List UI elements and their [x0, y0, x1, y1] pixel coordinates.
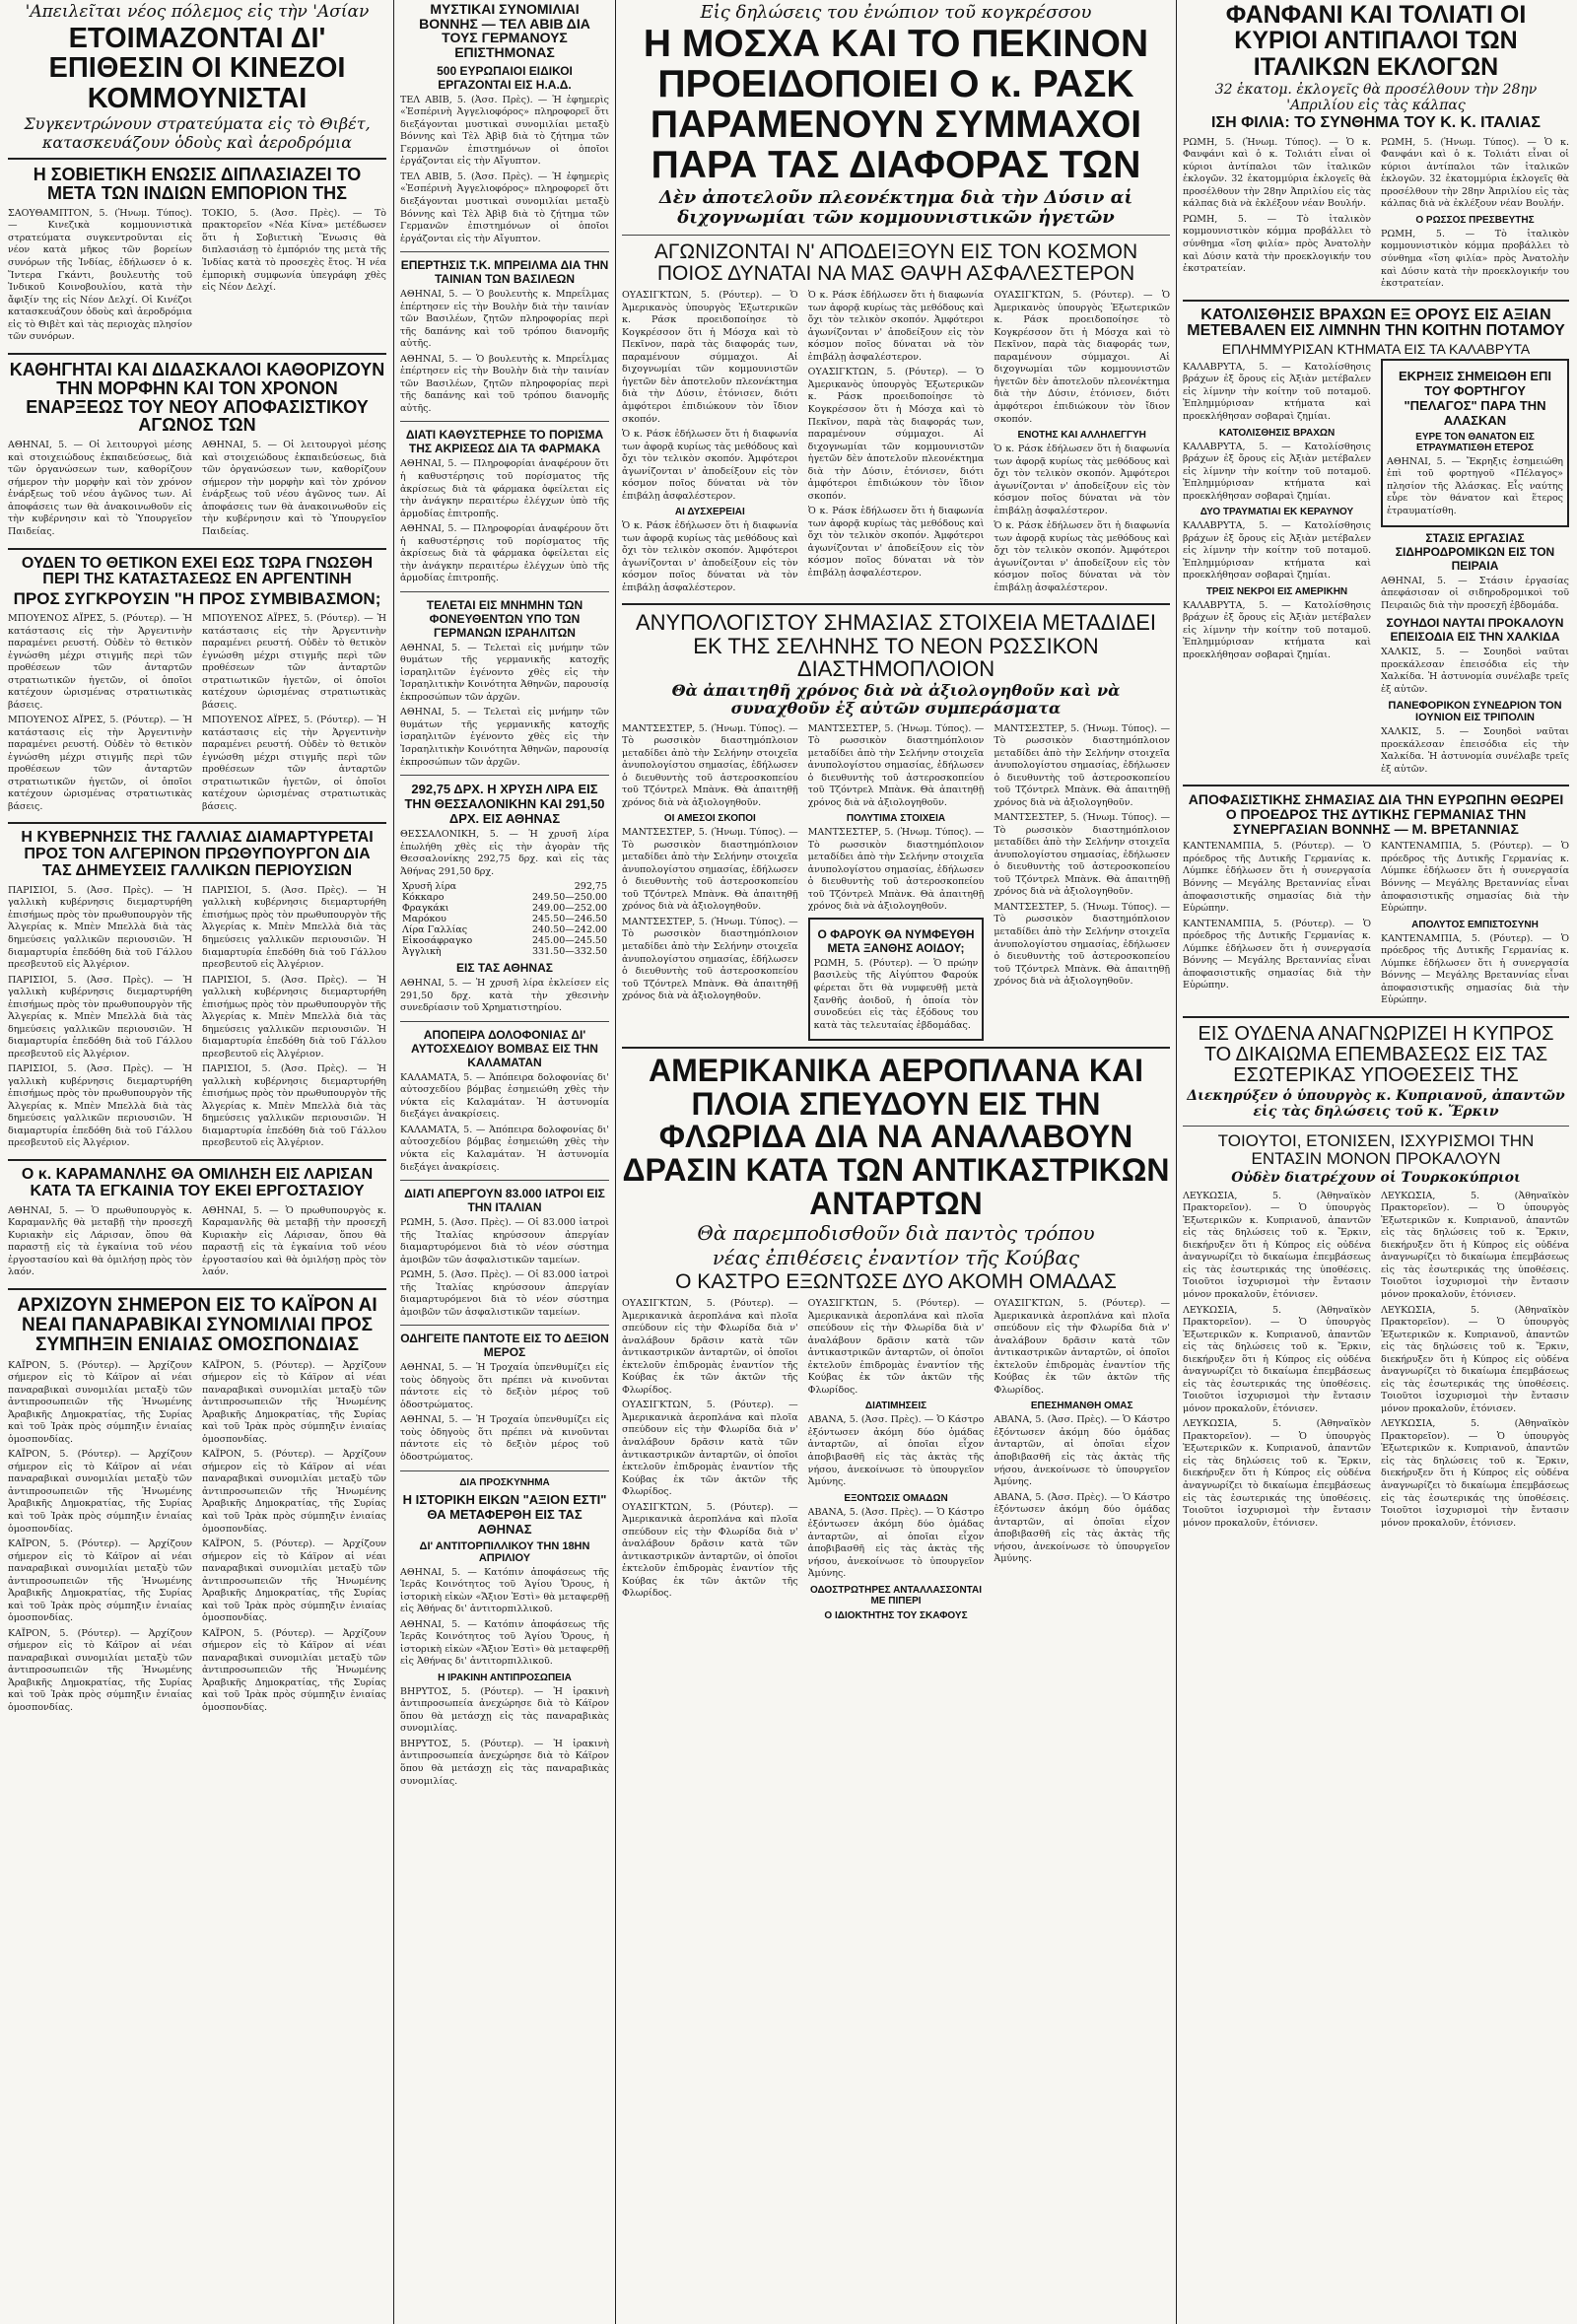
article-text: ΚΑΪΡΟΝ, 5. (Ρόυτερ). — Ἀρχίζουν σήμερον εἰς τὸ Κάϊρον αἱ νέαι παναραβικαὶ συνομιλίαι μεταξὺ τῶν ἀντιπροσωπειῶν τῆς Ἡνωμένης Ἀραβικῆς Δημοκρατίας, τῆς Συρίας καὶ τοῦ Ἰρὰκ πρὸς σύμπηξιν ἑνιαίας ὁμοσπονδίας. — [202, 1359, 386, 1445]
headline: ΦΑΝΦΑΝΙ ΚΑΙ ΤΟΛΙΑΤΙ ΟΙ ΚΥΡΙΟΙ ΑΝΤΙΠΑΛΟΙ ΤΩΝ ΙΤΑΛΙΚΩΝ ΕΚΛΟΓΩΝ — [1225, 1, 1527, 81]
section-label: ΕΞΟΝΤΩΣΙΣ ΟΜΑΔΩΝ — [844, 1492, 948, 1504]
headline: Ο ΚΑΣΤΡΟ ΕΞΩΝΤΩΣΕ ΔΥΟ ΑΚΟΜΗ ΟΜΑΔΑΣ — [675, 1270, 1117, 1294]
subheadline: Διεκηρύξεν ὁ ὑπουργὸς κ. Κυπριανοῦ, ἀπαντῶν εἰς τὰς δηλώσεις τοῦ κ. Ἔρκιν — [1187, 1087, 1565, 1120]
headline: ΕΤΟΙΜΑΖΟΝΤΑΙ ΔΙ' ΕΠΙΘΕΣΙΝ ΟΙ ΚΙΝΕΖΟΙ ΚΟΜΜΟΥΝΙΣΤΑΙ — [48, 23, 346, 114]
subheadline: 500 ΕΥΡΩΠΑΙΟΙ ΕΙΔΙΚΟΙ ΕΡΓΑΖΟΝΤΑΙ ΕΙΣ Η.Α.Δ. — [437, 63, 573, 92]
headline: ΑΜΕΡΙΚΑΝΙΚΑ ΑΕΡΟΠΛΑΝΑ ΚΑΙ ΠΛΟΙΑ ΣΠΕΥΔΟΥΝ ΕΙΣ ΤΗΝ ΦΛΩΡΙΔΑ ΔΙΑ ΝΑ ΑΝΑΛΑΒΟΥΝ ΔΡΑΣΙΝ ΚΑΤΑ ΤΩΝ ΑΝΤΙΚΑΣΤΡΙΚΩΝ ΑΝΤΑΡΤΩΝ — [622, 1053, 1170, 1221]
kicker: Εἰς δηλώσεις του ἐνώπιον τοῦ κογκρέσσου — [700, 2, 1092, 23]
article-text: ΜΑΝΤΣΕΣΤΕΡ, 5. (Ἠνωμ. Τύπος). — Τὸ ρωσσικὸν διαστημόπλοιον μεταδίδει ἀπὸ τὴν Σελήνην στοιχεῖα ἀνυπολογίστου σημασίας, ἐδήλωσεν ὁ διευθυντὴς τοῦ ἀστεροσκοπείου τοῦ Τζόντρελ Μπὰνκ. Θὰ ἀπαιτηθῇ χρόνος διὰ νὰ ἀξιολογηθοῦν. — [994, 812, 1170, 898]
article-text: ΛΕΥΚΩΣΙΑ, 5. (Ἀθηναϊκὸν Πρακτορεῖον). — Ὁ ὑπουργὸς Ἐξωτερικῶν κ. Κυπριανοῦ, ἀπαντῶν εἰς τὰς δηλώσεις τοῦ κ. Ἔρκιν, διεκήρυξεν ὅτι ἡ Κύπρος εἰς οὐδένα ἀναγνωρίζει τὸ δικαίωμα ἐπεμβάσεως εἰς τὰς ἐσωτερικάς της ὑποθέσεις. Τοιοῦτοι ἰσχυρισμοὶ τὴν ἔντασιν μόνον προκαλοῦν, ἐτόνισεν. — [1183, 1304, 1371, 1414]
article-text: ΟΥΑΣΙΓΚΤΩΝ, 5. (Ρόυτερ). — Ἀμερικανικὰ ἀεροπλάνα καὶ πλοῖα σπεύδουν εἰς τὴν Φλωρίδα διὰ ν' ἀναλάβουν δρᾶσιν κατὰ τῶν ἀντικαστρικῶν ἀνταρτῶν, οἱ ὁποῖοι ἐκτελοῦν ἐπιδρομὰς ἐναντίον τῆς Κούβας ἐκ τῶν ἀκτῶν τῆς Φλωρίδος. — [622, 1501, 798, 1600]
price-label: Ἀγγλικὴ — [402, 946, 442, 958]
article-text: ΟΥΑΣΙΓΚΤΩΝ, 5. (Ρόυτερ). — Ὁ Ἀμερικανὸς ὑπουργὸς Ἐξωτερικῶν κ. Ράσκ προειδοποίησε τὸ Κογκρέσσον ὅτι ἡ Μόσχα καὶ τὸ Πεκῖνον, παρὰ τὰς διαφοράς των, παραμένουν σύμμαχοι. Αἱ διχογνωμίαι τῶν κομμουνιστῶν ἡγετῶν δὲν ἀποτελοῦν πλεονέκτημα διὰ τὴν Δύσιν, ἐτόνισεν, διότι ἀμφότεροι ἐπιδιώκουν τὸν ἴδιον σκοπόν. — [994, 290, 1170, 425]
article-text: ΡΩΜΗ, 5. — Τὸ ἰταλικὸν κομμουνιστικὸν κόμμα προβάλλει τὸ σύνθημα «ἴση φιλία» πρὸς Ἀνατολὴν καὶ Δύσιν κατὰ τὴν προεκλογικήν του ἐκστρατείαν. — [1381, 228, 1569, 290]
headline: Η ΙΡΑΚΙΝΗ ΑΝΤΙΠΡΟΣΩΠΕΙΑ — [438, 1672, 572, 1683]
headline: ΑΝΥΠΟΛΟΓΙΣΤΟΥ ΣΗΜΑΣΙΑΣ ΣΤΟΙΧΕΙΑ ΜΕΤΑΔΙΔΕΙ ΕΚ ΤΗΣ ΣΕΛΗΝΗΣ ΤΟ ΝΕΟΝ ΡΩΣΣΙΚΟΝ ΔΙΑΣΤΗΜΟΠΛΟΙΟΝ — [635, 610, 1157, 681]
price-label: Μαρόκου — [402, 914, 446, 925]
article-text: ΑΘΗΝΑΙ, 5. — Πληροφορίαι ἀναφέρουν ὅτι ἡ καθυστέρησις τοῦ πορίσματος τῆς ἀκρίσεως διὰ τὰ φάρμακα ὀφείλεται εἰς τὴν ἀνάγκην περαιτέρω ἐλέγχων ὑπὸ τῆς ἁρμοδίας ἐπιτροπῆς. — [400, 458, 609, 519]
subheadline: 32 ἑκατομ. ἐκλογεῖς θὰ προσέλθουν τὴν 28ην 'Απριλίου εἰς τὰς κάλπας — [1214, 81, 1538, 113]
headline: ΕΚΡΗΞΙΣ ΣΗΜΕΙΩΘΗ ΕΠΙ ΤΟΥ ΦΟΡΤΗΓΟΥ "ΠΕΛΑΓΟΣ" ΠΑΡΑ ΤΗΝ ΑΛΑΣΚΑΝ — [1398, 368, 1552, 428]
price-label: Κόκκαρο — [402, 892, 445, 904]
article-text: ΧΑΛΚΙΣ, 5. — Σουηδοὶ ναῦται προεκάλεσαν ἐπεισόδια εἰς τὴν Χαλκίδα. Ἡ ἀστυνομία συνέλαβε τρεῖς ἐξ αὐτῶν. — [1381, 726, 1569, 775]
article-text: ΑΘΗΝΑΙ, 5. — Στάσιν ἐργασίας ἀπεφάσισαν οἱ σιδηροδρομικοὶ τοῦ Πειραιῶς διὰ τὴν προσεχῆ ἑβδομάδα. — [1381, 575, 1569, 611]
article-text: ΚΑΪΡΟΝ, 5. (Ρόυτερ). — Ἀρχίζουν σήμερον εἰς τὸ Κάϊρον αἱ νέαι παναραβικαὶ συνομιλίαι μεταξὺ τῶν ἀντιπροσωπειῶν τῆς Ἡνωμένης Ἀραβικῆς Δημοκρατίας, τῆς Συρίας καὶ τοῦ Ἰρὰκ πρὸς σύμπηξιν ἑνιαίας ὁμοσπονδίας. — [8, 1538, 192, 1624]
article-text: ΡΩΜΗ, 5. (Ἀσσ. Πρὲς). — Οἱ 83.000 ἰατροὶ τῆς Ἰταλίας κηρύσσουν ἀπεργίαν διαμαρτυρόμενοι διὰ τὸ νέον σύστημα ἀμοιβῶν τῶν ἀσφαλιστικῶν ταμείων. — [400, 1269, 609, 1318]
article-text: ΒΗΡΥΤΟΣ, 5. (Ρόυτερ). — Ἡ ἰρακινὴ ἀντιπροσωπεία ἀνεχώρησε διὰ τὸ Κάϊρον ὅπου θὰ μετάσχῃ εἰς τὰς παναραβικὰς συνομιλίας. — [400, 1685, 609, 1735]
article-text: ΑΘΗΝΑΙ, 5. — Οἱ λειτουργοὶ μέσης καὶ στοιχειώδους ἐκπαιδεύσεως, διὰ τῶν ὀργανώσεων των, καθορίζουν σήμερον τὴν μορφὴν καὶ τὸν χρόνον ἐνάρξεως τοῦ νέου ἀγῶνος των. Αἱ ἀποφάσεις των θὰ ἀνακοινωθοῦν εἰς τὴν κυβέρνησιν καὶ τὸ Ὑπουργεῖον Παιδείας. — [202, 440, 386, 537]
article-text: ΧΑΛΚΙΣ, 5. — Σουηδοὶ ναῦται προεκάλεσαν ἐπεισόδια εἰς τὴν Χαλκίδα. Ἡ ἀστυνομία συνέλαβε τρεῖς ἐξ αὐτῶν. — [1381, 647, 1569, 695]
article-text: ΟΥΑΣΙΓΚΤΩΝ, 5. (Ρόυτερ). — Ὁ Ἀμερικανὸς ὑπουργὸς Ἐξωτερικῶν κ. Ράσκ προειδοποίησε τὸ Κογκρέσσον ὅτι ἡ Μόσχα καὶ τὸ Πεκῖνον, παρὰ τὰς διαφοράς των, παραμένουν σύμμαχοι. Αἱ διχογνωμίαι τῶν κομμουνιστῶν ἡγετῶν δὲν ἀποτελοῦν πλεονέκτημα διὰ τὴν Δύσιν, ἐτόνισεν, διότι ἀμφότεροι ἐπιδιώκουν τὸν ἴδιον σκοπόν. — [622, 290, 798, 425]
headline: ΔΙΑΤΙ ΚΑΘΥΣΤΕΡΗΣΕ ΤΟ ΠΟΡΙΣΜΑ ΤΗΣ ΑΚΡΙΣΕΩΣ ΔΙΑ ΤΑ ΦΑΡΜΑΚΑ — [405, 428, 604, 456]
price-value: 331.50—332.50 — [532, 946, 607, 958]
article-text: ΑΘΗΝΑΙ, 5. — Πληροφορίαι ἀναφέρουν ὅτι ἡ καθυστέρησις τοῦ πορίσματος τῆς ἀκρίσεως διὰ τὰ φάρμακα ὀφείλεται εἰς τὴν ἀνάγκην περαιτέρω ἐλέγχων ὑπὸ τῆς ἁρμοδίας ἐπιτροπῆς. — [400, 523, 609, 584]
price-row — [400, 935, 609, 946]
headline: ΑΓΩΝΙΖΟΝΤΑΙ Ν' ΑΠΟΔΕΙΞΟΥΝ ΕΙΣ ΤΟΝ ΚΟΣΜΟΝ ΠΟΙΟΣ ΔΥΝΑΤΑΙ ΝΑ ΜΑΣ ΘΑΨΗ ΑΣΦΑΛΕΣΤΕΡΟΝ — [653, 240, 1138, 286]
price-value: 240.50—242.00 — [532, 924, 607, 936]
article-text: ΡΩΜΗ, 5. (Ρόυτερ). — Ὁ πρώην βασιλεὺς τῆς Αἰγύπτου Φαρούκ φέρεται ὅτι θὰ νυμφευθῇ μετὰ ξανθῆς ἀοιδοῦ, ἡ ὁποία τὸν συνοδεύει εἰς τὰς ἐξόδους του κατὰ τὰς τελευταίας ἑβδομάδας. — [813, 957, 979, 1031]
price-label: Φραγκάκι — [402, 903, 449, 915]
article-text: ΤΕΛ ΑΒΙΒ, 5. (Ἀσσ. Πρὲς). — Ἡ ἐφημερὶς «Ἐσπέρινὴ Ἀγγελιοφόρος» πληροφορεῖ ὅτι διεξάγονται μυστικαὶ συνομιλίαι μεταξὺ Βόννης καὶ Τὲλ Ἀβὶβ διὰ τὸ ζήτημα τῶν Γερμανῶν ἐπιστημόνων οἱ ὁποῖοι ἐργάζονται εἰς τὴν Αἴγυπτον. — [400, 94, 609, 168]
column-2 — [400, 0, 609, 2324]
article-text: ΜΑΝΤΣΕΣΤΕΡ, 5. (Ἠνωμ. Τύπος). — Τὸ ρωσσικὸν διαστημόπλοιον μεταδίδει ἀπὸ τὴν Σελήνην στοιχεῖα ἀνυπολογίστου σημασίας, ἐδήλωσεν ὁ διευθυντὴς τοῦ ἀστεροσκοπείου τοῦ Τζόντρελ Μπὰνκ. Θὰ ἀπαιτηθῇ χρόνος διὰ νὰ ἀξιολογηθοῦν. — [622, 722, 798, 808]
subheadline: ΕΥΡΕ ΤΟΝ ΘΑΝΑΤΟΝ ΕΙΣ ΕΤΡΑΥΜΑΤΙΣΘΗ ΕΤΕΡΟΣ — [1415, 431, 1535, 453]
headline: ΚΑΤΟΛΙΣΘΗΣΙΣ ΒΡΑΧΩΝ ΕΞ ΟΡΟΥΣ ΕΙΣ ΑΞΙΑΝ ΜΕΤΕΒΑΛΕΝ ΕΙΣ ΛΙΜΝΗΝ ΤΗΝ ΚΟΙΤΗΝ ΠΟΤΑΜΟΥ — [1187, 306, 1565, 340]
article-text: ΚΑΪΡΟΝ, 5. (Ρόυτερ). — Ἀρχίζουν σήμερον εἰς τὸ Κάϊρον αἱ νέαι παναραβικαὶ συνομιλίαι μεταξὺ τῶν ἀντιπροσωπειῶν τῆς Ἡνωμένης Ἀραβικῆς Δημοκρατίας, τῆς Συρίας καὶ τοῦ Ἰρὰκ πρὸς σύμπηξιν ἑνιαίας ὁμοσπονδίας. — [202, 1449, 386, 1535]
article-text: ΤΕΛ ΑΒΙΒ, 5. (Ἀσσ. Πρὲς). — Ἡ ἐφημερὶς «Ἐσπέρινὴ Ἀγγελιοφόρος» πληροφορεῖ ὅτι διεξάγονται μυστικαὶ συνομιλίαι μεταξὺ Βόννης καὶ Τὲλ Ἀβὶβ διὰ τὸ ζήτημα τῶν Γερμανῶν ἐπιστημόνων οἱ ὁποῖοι ἐργάζονται εἰς τὴν Αἴγυπτον. — [400, 171, 609, 244]
article-text: ΑΘΗΝΑΙ, 5. — Ὁ βουλευτὴς κ. Μπρεΐλμας ἐπέρτησεν εἰς τὴν Βουλὴν διὰ τὴν ταινίαν τῶν Βασιλέων, ζητῶν πληροφορίας περὶ τῆς δαπάνης καὶ τοῦ τρόπου διανομῆς αὐτῆς. — [400, 353, 609, 414]
subheadline: ΕΠΛΗΜΜΥΡΙΣΑΝ ΚΤΗΜΑΤΑ ΕΙΣ ΤΑ ΚΑΛΑΒΡΥΤΑ — [1221, 341, 1531, 358]
article-text: ΛΕΥΚΩΣΙΑ, 5. (Ἀθηναϊκὸν Πρακτορεῖον). — Ὁ ὑπουργὸς Ἐξωτερικῶν κ. Κυπριανοῦ, ἀπαντῶν εἰς τὰς δηλώσεις τοῦ κ. Ἔρκιν, διεκήρυξεν ὅτι ἡ Κύπρος εἰς οὐδένα ἀναγνωρίζει τὸ δικαίωμα ἐπεμβάσεως εἰς τὰς ἐσωτερικάς της ὑποθέσεις. Τοιοῦτοι ἰσχυρισμοὶ τὴν ἔντασιν μόνον προκαλοῦν, ἐτόνισεν. — [1381, 1190, 1569, 1301]
article-text: ΑΘΗΝΑΙ, 5. — Ὁ βουλευτὴς κ. Μπρεΐλμας ἐπέρτησεν εἰς τὴν Βουλὴν διὰ τὴν ταινίαν τῶν Βασιλέων, ζητῶν πληροφορίας περὶ τῆς δαπάνης καὶ τοῦ τρόπου διανομῆς αὐτῆς. — [400, 289, 609, 350]
headline: ΑΠΟΦΑΣΙΣΤΙΚΗΣ ΣΗΜΑΣΙΑΣ ΔΙΑ ΤΗΝ ΕΥΡΩΠΗΝ ΘΕΩΡΕΙ Ο ΠΡΟΕΔΡΟΣ ΤΗΣ ΔΥΤΙΚΗΣ ΓΕΡΜΑΝΙΑΣ ΤΗΝ ΣΥΝΕΡΓΑΣΙΑΝ ΒΟΝΝΗΣ — Μ. ΒΡΕΤΑΝΝΙΑΣ — [1188, 791, 1564, 837]
article-text: ΜΑΝΤΣΕΣΤΕΡ, 5. (Ἠνωμ. Τύπος). — Τὸ ρωσσικὸν διαστημόπλοιον μεταδίδει ἀπὸ τὴν Σελήνην στοιχεῖα ἀνυπολογίστου σημασίας, ἐδήλωσεν ὁ διευθυντὴς τοῦ ἀστεροσκοπείου τοῦ Τζόντρελ Μπὰνκ. Θὰ ἀπαιτηθῇ χρόνος διὰ νὰ ἀξιολογηθοῦν. — [622, 827, 798, 913]
price-value: 249.50—250.00 — [532, 892, 607, 904]
article-text: Ὁ κ. Ράσκ ἐδήλωσεν ὅτι ἡ διαφωνία των ἀφορᾷ κυρίως τὰς μεθόδους καὶ ὄχι τὸν τελικὸν σκοπόν. Ἀμφότεροι ἀγωνίζονται ν' ἀποδείξουν εἰς τὸν κόσμον ποῖος δύναται νὰ τὸν ἐπιβάλῃ ἀσφαλέστερον. — [622, 520, 798, 593]
section-label: ΑΠΟΛΥΤΟΣ ΕΜΠΙΣΤΟΣΥΝΗ — [1411, 919, 1539, 930]
price-value: 245.00—245.50 — [532, 935, 607, 947]
headline: ΠΡΟΣ ΣΥΓΚΡΟΥΣΙΝ "Η ΠΡΟΣ ΣΥΜΒΙΒΑΣΜΟΝ; — [13, 589, 381, 609]
article-text: ΑΘΗΝΑΙ, 5. — Ἡ Τροχαία ὑπενθυμίζει εἰς τοὺς ὁδηγοὺς ὅτι πρέπει νὰ κινοῦνται πάντοτε εἰς τὸ δεξιὸν μέρος τοῦ ὁδοστρώματος. — [400, 1414, 609, 1463]
section-label: ΕΠΕΣΗΜΑΝΘΗ ΟΜΑΣ — [1030, 1401, 1133, 1412]
article-text: ΜΑΝΤΣΕΣΤΕΡ, 5. (Ἠνωμ. Τύπος). — Τὸ ρωσσικὸν διαστημόπλοιον μεταδίδει ἀπὸ τὴν Σελήνην στοιχεῖα ἀνυπολογίστου σημασίας, ἐδήλωσεν ὁ διευθυντὴς τοῦ ἀστεροσκοπείου τοῦ Τζόντρελ Μπὰνκ. Θὰ ἀπαιτηθῇ χρόνος διὰ νὰ ἀξιολογηθοῦν. — [994, 901, 1170, 988]
article-text: ΣΑΟΥΘΑΜΠΤΟΝ, 5. (Ἠνωμ. Τύπος). — Κινεζικὰ κομμουνιστικὰ στρατεύματα συγκεντροῦνται εἰς νέον κατὰ μῆκος τῶν βορείων συνόρων τῆς Ἰνδίας, ἐδήλωσεν ὁ κ. Ἴντερα Γκάντι, βουλευτὴς τοῦ Ἰνδικοῦ Κοινοβουλίου, κατὰ τὴν ἄφιξίν της εἰς Νέον Δελχί. Οἱ Κινέζοι κατασκευάζουν ὁδοὺς καὶ ἀεροδρόμια εἰς τὸ Θιβὲτ καὶ τὰς περιοχὰς πλησίον τῶν συνόρων. — [8, 207, 192, 343]
article-text: ΑΘΗΝΑΙ, 5. — Ὁ πρωθυπουργὸς κ. Καραμανλῆς θὰ μεταβῇ τὴν προσεχῆ Κυριακὴν εἰς Λάρισαν, ὅπου θὰ παραστῇ εἰς τὰ ἐγκαίνια τοῦ νέου ἐργοστασίου καὶ θὰ ὁμιλήσῃ πρὸς τὸν λαόν. — [202, 1204, 386, 1278]
article-text: ΡΩΜΗ, 5. (Ἠνωμ. Τύπος). — Ὁ κ. Φανφάνι καὶ ὁ κ. Τολιάτι εἶναι οἱ κύριοι ἀντίπαλοι τῶν ἰταλικῶν ἐκλογῶν. 32 ἑκατομμύρια ἐκλογεῖς θὰ προσέλθουν τὴν 28ην Ἀπριλίου εἰς τὰς κάλπας διὰ νὰ ἐκλέξουν νέαν Βουλήν. — [1381, 136, 1569, 210]
article-text: ΡΩΜΗ, 5. — Τὸ ἰταλικὸν κομμουνιστικὸν κόμμα προβάλλει τὸ σύνθημα «ἴση φιλία» πρὸς Ἀνατολὴν καὶ Δύσιν κατὰ τὴν προεκλογικήν του ἐκστρατείαν. — [1183, 213, 1371, 275]
article-text: ΑΒΑΝΑ, 5. (Ἀσσ. Πρὲς). — Ὁ Κάστρο ἐξόντωσεν ἀκόμη δύο ὁμάδας ἀνταρτῶν, αἱ ὁποῖαι εἶχον ἀποβιβασθῆ εἰς τὰς ἀκτὰς τῆς νήσου, ἀνεκοίνωσε τὸ ὑπουργεῖον Ἀμύνης. — [807, 1506, 985, 1580]
headline: ΔΙ' ΑΝΤΙΤΟΡΠΙΛΛΙΚΟΥ ΤΗΝ 18ΗΝ ΑΠΡΙΛΙΟΥ — [419, 1539, 590, 1564]
article-text: ΟΥΑΣΙΓΚΤΩΝ, 5. (Ρόυτερ). — Ἀμερικανικὰ ἀεροπλάνα καὶ πλοῖα σπεύδουν εἰς τὴν Φλωρίδα διὰ ν' ἀναλάβουν δρᾶσιν κατὰ τῶν ἀντικαστρικῶν ἀνταρτῶν, οἱ ὁποῖοι ἐκτελοῦν ἐπιδρομὰς ἐναντίον τῆς Κούβας ἐκ τῶν ἀκτῶν τῆς Φλωρίδος. — [994, 1298, 1170, 1396]
headline: Ο κ. ΚΑΡΑΜΑΝΛΗΣ ΘΑ ΟΜΙΛΗΣΗ ΕΙΣ ΛΑΡΙΣΑΝ ΚΑΤΑ ΤΑ ΕΓΚΑΙΝΙΑ ΤΟΥ ΕΚΕΙ ΕΡΓΟΣΤΑΣΙΟΥ — [21, 1166, 374, 1199]
kicker: 'Απειλεῖται νέος πόλεμος εἰς τὴν 'Ασίαν — [25, 2, 370, 22]
column-4 — [1183, 0, 1569, 2324]
headline: ΜΥΣΤΙΚΑΙ ΣΥΝΟΜΙΛΙΑΙ ΒΟΝΝΗΣ — ΤΕΛ ΑΒΙΒ ΔΙΑ ΤΟΥΣ ΓΕΡΜΑΝΟΥΣ ΕΠΙΣΤΗΜΟΝΑΣ — [419, 1, 590, 61]
section-label: ΑΙ ΔΥΣΧΕΡΕΙΑΙ — [674, 507, 745, 518]
article-text: ΑΘΗΝΑΙ, 5. — Ὁ πρωθυπουργὸς κ. Καραμανλῆς θὰ μεταβῇ τὴν προσεχῆ Κυριακὴν εἰς Λάρισαν, ὅπου θὰ παραστῇ εἰς τὰ ἐγκαίνια τοῦ νέου ἐργοστασίου καὶ θὰ ὁμιλήσῃ πρὸς τὸν λαόν. — [8, 1204, 192, 1278]
subheadline: Θὰ ἀπαιτηθῆ χρόνος διὰ νὰ ἀξιολογηθοῦν καὶ νὰ συναχθοῦν ἐξ αὐτῶν συμπεράσματα — [671, 680, 1121, 718]
article-text: ΜΑΝΤΣΕΣΤΕΡ, 5. (Ἠνωμ. Τύπος). — Τὸ ρωσσικὸν διαστημόπλοιον μεταδίδει ἀπὸ τὴν Σελήνην στοιχεῖα ἀνυπολογίστου σημασίας, ἐδήλωσεν ὁ διευθυντὴς τοῦ ἀστεροσκοπείου τοῦ Τζόντρελ Μπὰνκ. Θὰ ἀπαιτηθῇ χρόνος διὰ νὰ ἀξιολογηθοῦν. — [807, 827, 985, 913]
article-text: ΚΑΪΡΟΝ, 5. (Ρόυτερ). — Ἀρχίζουν σήμερον εἰς τὸ Κάϊρον αἱ νέαι παναραβικαὶ συνομιλίαι μεταξὺ τῶν ἀντιπροσωπειῶν τῆς Ἡνωμένης Ἀραβικῆς Δημοκρατίας, τῆς Συρίας καὶ τοῦ Ἰρὰκ πρὸς σύμπηξιν ἑνιαίας ὁμοσπονδίας. — [202, 1627, 386, 1713]
headline: Ο ΦΑΡΟΥΚ ΘΑ ΝΥΜΦΕΥΘΗ ΜΕΤΑ ΞΑΝΘΗΣ ΑΟΙΔΟΥ; — [817, 926, 975, 955]
price-row — [400, 924, 609, 935]
article-text: Ὁ κ. Ράσκ ἐδήλωσεν ὅτι ἡ διαφωνία των ἀφορᾷ κυρίως τὰς μεθόδους καὶ ὄχι τὸν τελικὸν σκοπόν. Ἀμφότεροι ἀγωνίζονται ν' ἀποδείξουν εἰς τὸν κόσμον ποῖος δύναται νὰ τὸν ἐπιβάλῃ ἀσφαλέστερον. — [807, 290, 985, 363]
section-label: ΟΙ ΑΜΕΣΟΙ ΣΚΟΠΟΙ — [663, 813, 756, 825]
section-label: ΚΑΤΟΛΙΣΘΗΣΙΣ ΒΡΑΧΩΝ — [1218, 427, 1336, 439]
headline: ΕΙΣ ΟΥΔΕΝΑ ΑΝΑΓΝΩΡΙΖΕΙ Η ΚΥΠΡΟΣ ΤΟ ΔΙΚΑΙΩΜΑ ΕΠΕΜΒΑΣΕΩΣ ΕΙΣ ΤΑΣ ΕΣΩΤΕΡΙΚΑΣ ΥΠΟΘΕΣΕΙΣ ΤΗΣ — [1198, 1022, 1554, 1086]
boxed-article — [808, 918, 985, 1041]
article-text: Ὁ κ. Ράσκ ἐδήλωσεν ὅτι ἡ διαφωνία των ἀφορᾷ κυρίως τὰς μεθόδους καὶ ὄχι τὸν τελικὸν σκοπόν. Ἀμφότεροι ἀγωνίζονται ν' ἀποδείξουν εἰς τὸν κόσμον ποῖος δύναται νὰ τὸν ἐπιβάλῃ ἀσφαλέστερον. — [994, 520, 1170, 593]
headline: ΤΟΙΟΥΤΟΙ, ΕΤΟΝΙΣΕΝ, ΙΣΧΥΡΙΣΜΟΙ ΤΗΝ ΕΝΤΑΣΙΝ ΜΟΝΟΝ ΠΡΟΚΑΛΟΥΝ — [1217, 1130, 1535, 1168]
article-text: ΑΒΑΝΑ, 5. (Ἀσσ. Πρὲς). — Ὁ Κάστρο ἐξόντωσεν ἀκόμη δύο ὁμάδας ἀνταρτῶν, αἱ ὁποῖαι εἶχον ἀποβιβασθῆ εἰς τὰς ἀκτὰς τῆς νήσου, ἀνεκοίνωσε τὸ ὑπουργεῖον Ἀμύνης. — [994, 1491, 1170, 1565]
subheadline: Δὲν ἀποτελοῦν πλεονέκτημα διὰ τὴν Δύσιν αἱ διχογνωμίαι τῶν κομμουνιστικῶν ἡγετῶν — [658, 186, 1133, 229]
article-text: ΛΕΥΚΩΣΙΑ, 5. (Ἀθηναϊκὸν Πρακτορεῖον). — Ὁ ὑπουργὸς Ἐξωτερικῶν κ. Κυπριανοῦ, ἀπαντῶν εἰς τὰς δηλώσεις τοῦ κ. Ἔρκιν, διεκήρυξεν ὅτι ἡ Κύπρος εἰς οὐδένα ἀναγνωρίζει τὸ δικαίωμα ἐπεμβάσεως εἰς τὰς ἐσωτερικάς της ὑποθέσεις. Τοιοῦτοι ἰσχυρισμοὶ τὴν ἔντασιν μόνον προκαλοῦν, ἐτόνισεν. — [1381, 1304, 1569, 1414]
article-text: ΜΑΝΤΣΕΣΤΕΡ, 5. (Ἠνωμ. Τύπος). — Τὸ ρωσσικὸν διαστημόπλοιον μεταδίδει ἀπὸ τὴν Σελήνην στοιχεῖα ἀνυπολογίστου σημασίας, ἐδήλωσεν ὁ διευθυντὴς τοῦ ἀστεροσκοπείου τοῦ Τζόντρελ Μπὰνκ. Θὰ ἀπαιτηθῇ χρόνος διὰ νὰ ἀξιολογηθοῦν. — [994, 722, 1170, 808]
headline: ΙΣΗ ΦΙΛΙΑ: ΤΟ ΣΥΝΘΗΜΑ ΤΟΥ Κ. Κ. ΙΤΑΛΙΑΣ — [1211, 113, 1541, 131]
section-label: ΔΙΑΤΙΜΗΣΕΙΣ — [864, 1401, 927, 1412]
article-text: ΛΕΥΚΩΣΙΑ, 5. (Ἀθηναϊκὸν Πρακτορεῖον). — Ὁ ὑπουργὸς Ἐξωτερικῶν κ. Κυπριανοῦ, ἀπαντῶν εἰς τὰς δηλώσεις τοῦ κ. Ἔρκιν, διεκήρυξεν ὅτι ἡ Κύπρος εἰς οὐδένα ἀναγνωρίζει τὸ δικαίωμα ἐπεμβάσεως εἰς τὰς ἐσωτερικάς της ὑποθέσεις. Τοιοῦτοι ἰσχυρισμοὶ τὴν ἔντασιν μόνον προκαλοῦν, ἐτόνισεν. — [1183, 1418, 1371, 1529]
article-text: ΟΥΑΣΙΓΚΤΩΝ, 5. (Ρόυτερ). — Ἀμερικανικὰ ἀεροπλάνα καὶ πλοῖα σπεύδουν εἰς τὴν Φλωρίδα διὰ ν' ἀναλάβουν δρᾶσιν κατὰ τῶν ἀντικαστρικῶν ἀνταρτῶν, οἱ ὁποῖοι ἐκτελοῦν ἐπιδρομὰς ἐναντίον τῆς Κούβας ἐκ τῶν ἀκτῶν τῆς Φλωρίδος. — [622, 1400, 798, 1498]
headline: Η ΙΣΤΟΡΙΚΗ ΕΙΚΩΝ "ΑΞΙΟΝ ΕΣΤΙ" ΘΑ ΜΕΤΑΦΕΡΘΗ ΕΙΣ ΤΑΣ ΑΘΗΝΑΣ — [402, 1491, 607, 1537]
article-text: ΑΘΗΝΑΙ, 5. — Οἱ λειτουργοὶ μέσης καὶ στοιχειώδους ἐκπαιδεύσεως, διὰ τῶν ὀργανώσεων των, καθορίζουν σήμερον τὴν μορφὴν καὶ τὸν χρόνον ἐνάρξεως τοῦ νέου ἀγῶνος των. Αἱ ἀποφάσεις των θὰ ἀνακοινωθοῦν εἰς τὴν κυβέρνησιν καὶ τὸ Ὑπουργεῖον Παιδείας. — [8, 440, 192, 537]
article-text: ΚΑΝΤΕΝΑΜΠΙΑ, 5. (Ρόυτερ). — Ὁ πρόεδρος τῆς Δυτικῆς Γερμανίας κ. Λύμπκε ἐδήλωσεν ὅτι ἡ συνεργασία Βόννης — Μεγάλης Βρεταννίας εἶναι ἀποφασιστικῆς σημασίας διὰ τὴν Εὐρώπην. — [1381, 932, 1569, 1006]
article-text: ΜΠΟΥΕΝΟΣ ΑΪΡΕΣ, 5. (Ρόυτερ). — Ἡ κατάστασις εἰς τὴν Ἀργεντινὴν παραμένει ρευστή. Οὐδὲν τὸ θετικὸν ἐγνώσθη μέχρι στιγμῆς περὶ τῶν προθέσεων τῶν ἀνταρτῶν στρατιωτικῶν ἡγετῶν, οἱ ὁποῖοι κατέχουν ὡρισμένας στρατιωτικὰς βάσεις. — [8, 612, 192, 711]
article-text: ΚΑΛΑΒΡΥΤΑ, 5. — Κατολίσθησις βράχων ἐξ ὄρους εἰς Ἀξιὰν μετέβαλεν εἰς λίμνην τὴν κοίτην τοῦ ποταμοῦ. Ἐπλημμύρισαν κτήματα καὶ προεκλήθησαν σοβαραὶ ζημίαι. — [1183, 441, 1371, 502]
headline: ΟΥΔΕΝ ΤΟ ΘΕΤΙΚΟΝ ΕΧΕΙ ΕΩΣ ΤΩΡΑ ΓΝΩΣΘΗ ΠΕΡΙ ΤΗΣ ΚΑΤΑΣΤΑΣΕΩΣ ΕΝ ΑΡΓΕΝΤΙΝΗ — [21, 554, 374, 588]
subheadline: Οὐδὲν διατρέχουν οἱ Τουρκοκύπριοι — [1231, 1169, 1521, 1186]
price-value: 249.00—252.00 — [532, 903, 607, 915]
section-label: ΔΥΟ ΤΡΑΥΜΑΤΙΑΙ ΕΚ ΚΕΡΑΥΝΟΥ — [1200, 507, 1354, 518]
price-row — [400, 914, 609, 924]
article-text: ΑΒΑΝΑ, 5. (Ἀσσ. Πρὲς). — Ὁ Κάστρο ἐξόντωσεν ἀκόμη δύο ὁμάδας ἀνταρτῶν, αἱ ὁποῖαι εἶχον ἀποβιβασθῆ εἰς τὰς ἀκτὰς τῆς νήσου, ἀνεκοίνωσε τὸ ὑπουργεῖον Ἀμύνης. — [807, 1414, 985, 1488]
article-text: ΠΑΡΙΣΙΟΙ, 5. (Ἀσσ. Πρὲς). — Ἡ γαλλικὴ κυβέρνησις διεμαρτυρήθη ἐπισήμως πρὸς τὸν πρωθυπουργὸν τῆς Ἀλγερίας κ. Μπὲν Μπελλὰ διὰ τὰς δημεύσεις γαλλικῶν περιουσιῶν. Ἡ διαμαρτυρία ἐπεδόθη διὰ τοῦ Γάλλου πρεσβευτοῦ εἰς Ἀλγέριον. — [202, 1063, 386, 1149]
headline: ΠΑΝΕΦΟΡΙΚΟΝ ΣΥΝΕΔΡΙΟΝ ΤΟΝ ΙΟΥΝΙΟΝ ΕΙΣ ΤΡΙΠΟΛΙΝ — [1388, 700, 1562, 724]
column-rule — [393, 0, 394, 2324]
article-text: ΚΑΪΡΟΝ, 5. (Ρόυτερ). — Ἀρχίζουν σήμερον εἰς τὸ Κάϊρον αἱ νέαι παναραβικαὶ συνομιλίαι μεταξὺ τῶν ἀντιπροσωπειῶν τῆς Ἡνωμένης Ἀραβικῆς Δημοκρατίας, τῆς Συρίας καὶ τοῦ Ἰρὰκ πρὸς σύμπηξιν ἑνιαίας ὁμοσπονδίας. — [202, 1538, 386, 1624]
subheadline: νέας ἐπιθέσεις ἐναντίον τῆς Κούβας — [712, 1246, 1080, 1270]
article-text: ΤΟΚΙΟ, 5. (Ἀσσ. Πρὲς). — Τὸ πρακτορεῖον «Νέα Κίνα» μετέδωσεν ὅτι ἡ Σοβιετικὴ Ἕνωσις θὰ διπλασιάσῃ τὸ ἐμπόριόν της μετὰ τῆς Ἰνδίας κατὰ τὸ προσεχὲς ἔτος. Ἡ νέα ἐμπορικὴ συμφωνία ὑπεγράφη χθὲς εἰς Νέον Δελχί. — [202, 207, 386, 294]
headline: ΕΠΕΡΤΗΣΙΣ Τ.Κ. ΜΠΡΕΙΛΜΑ ΔΙΑ ΤΗΝ ΤΑΙΝΙΑΝ ΤΩΝ ΒΑΣΙΛΕΩΝ — [400, 258, 609, 287]
article-text: ΠΑΡΙΣΙΟΙ, 5. (Ἀσσ. Πρὲς). — Ἡ γαλλικὴ κυβέρνησις διεμαρτυρήθη ἐπισήμως πρὸς τὸν πρωθυπουργὸν τῆς Ἀλγερίας κ. Μπὲν Μπελλὰ διὰ τὰς δημεύσεις γαλλικῶν περιουσιῶν. Ἡ διαμαρτυρία ἐπεδόθη διὰ τοῦ Γάλλου πρεσβευτοῦ εἰς Ἀλγέριον. — [202, 974, 386, 1059]
price-row — [400, 881, 609, 892]
price-label: Εἰκοσάφραγκο — [402, 935, 473, 947]
price-value: 292,75 — [574, 881, 607, 893]
section-label: ΟΔΟΣΤΡΩΤΗΡΕΣ ΑΝΤΑΛΛΑΣΣΟΝΤΑΙ ΜΕ ΠΙΠΕΡΙ — [809, 1584, 983, 1606]
article-text: ΑΒΑΝΑ, 5. (Ἀσσ. Πρὲς). — Ὁ Κάστρο ἐξόντωσεν ἀκόμη δύο ὁμάδας ἀνταρτῶν, αἱ ὁποῖαι εἶχον ἀποβιβασθῆ εἰς τὰς ἀκτὰς τῆς νήσου, ἀνεκοίνωσε τὸ ὑπουργεῖον Ἀμύνης. — [994, 1414, 1170, 1488]
headline: Η ΣΟΒΙΕΤΙΚΗ ΕΝΩΣΙΣ ΔΙΠΛΑΣΙΑΖΕΙ ΤΟ ΜΕΤΑ ΤΩΝ ΙΝΔΙΩΝ ΕΜΠΟΡΙΟΝ ΤΗΣ — [33, 165, 362, 203]
headline: Η ΜΟΣΧΑ ΚΑΙ ΤΟ ΠΕΚΙΝΟΝ ΠΡΟΕΙΔΟΠΟΙΕΙ Ο κ. ΡΑΣΚ ΠΑΡΑΜΕΝΟΥΝ ΣΥΜΜΑΧΟΙ ΠΑΡΑ ΤΑΣ ΔΙΑΦΟΡΑΣ ΤΩΝ — [643, 23, 1149, 186]
price-value: 245.50—246.50 — [532, 914, 607, 925]
article-text: ΚΑΛΑΜΑΤΑ, 5. — Ἀπόπειρα δολοφονίας δι' αὐτοσχεδίου βόμβας ἐσημειώθη χθὲς τὴν νύκτα εἰς Καλαμάταν. Ἡ ἀστυνομία διεξάγει ἀνακρίσεις. — [400, 1071, 609, 1121]
article-text: ΚΑΝΤΕΝΑΜΠΙΑ, 5. (Ρόυτερ). — Ὁ πρόεδρος τῆς Δυτικῆς Γερμανίας κ. Λύμπκε ἐδήλωσεν ὅτι ἡ συνεργασία Βόννης — Μεγάλης Βρεταννίας εἶναι ἀποφασιστικῆς σημασίας διὰ τὴν Εὐρώπην. — [1381, 841, 1569, 915]
article-text: ΠΑΡΙΣΙΟΙ, 5. (Ἀσσ. Πρὲς). — Ἡ γαλλικὴ κυβέρνησις διεμαρτυρήθη ἐπισήμως πρὸς τὸν πρωθυπουργὸν τῆς Ἀλγερίας κ. Μπὲν Μπελλὰ διὰ τὰς δημεύσεις γαλλικῶν περιουσιῶν. Ἡ διαμαρτυρία ἐπεδόθη διὰ τοῦ Γάλλου πρεσβευτοῦ εἰς Ἀλγέριον. — [8, 884, 192, 971]
article-text: ΑΘΗΝΑΙ, 5. — Τελεταὶ εἰς μνήμην τῶν θυμάτων τῆς γερμανικῆς κατοχῆς ἰσραηλιτῶν ἐγένοντο χθὲς εἰς τὴν Ἰσραηλιτικὴν Κοινότητα Ἀθηνῶν, παρουσίᾳ ἐκπροσώπων τῶν ἀρχῶν. — [400, 642, 609, 703]
article-text: ΚΑΝΤΕΝΑΜΠΙΑ, 5. (Ρόυτερ). — Ὁ πρόεδρος τῆς Δυτικῆς Γερμανίας κ. Λύμπκε ἐδήλωσεν ὅτι ἡ συνεργασία Βόννης — Μεγάλης Βρεταννίας εἶναι ἀποφασιστικῆς σημασίας διὰ τὴν Εὐρώπην. — [1183, 918, 1371, 991]
boxed-article — [1381, 359, 1569, 527]
price-row — [400, 946, 609, 957]
article-text: ΚΑΛΑΒΡΥΤΑ, 5. — Κατολίσθησις βράχων ἐξ ὄρους εἰς Ἀξιὰν μετέβαλεν εἰς λίμνην τὴν κοίτην τοῦ ποταμοῦ. Ἐπλημμύρισαν κτήματα καὶ προεκλήθησαν σοβαραὶ ζημίαι. — [1183, 520, 1371, 581]
article-text: Ὁ κ. Ράσκ ἐδήλωσεν ὅτι ἡ διαφωνία των ἀφορᾷ κυρίως τὰς μεθόδους καὶ ὄχι τὸν τελικὸν σκοπόν. Ἀμφότεροι ἀγωνίζονται ν' ἀποδείξουν εἰς τὸν κόσμον ποῖος δύναται νὰ τὸν ἐπιβάλῃ ἀσφαλέστερον. — [622, 429, 798, 502]
article-text: ΜΠΟΥΕΝΟΣ ΑΪΡΕΣ, 5. (Ρόυτερ). — Ἡ κατάστασις εἰς τὴν Ἀργεντινὴν παραμένει ρευστή. Οὐδὲν τὸ θετικὸν ἐγνώσθη μέχρι στιγμῆς περὶ τῶν προθέσεων τῶν ἀνταρτῶν στρατιωτικῶν ἡγετῶν, οἱ ὁποῖοι κατέχουν ὡρισμένας στρατιωτικὰς βάσεις. — [202, 715, 386, 812]
headline: ΕΙΣ ΤΑΣ ΑΘΗΝΑΣ — [456, 961, 553, 976]
headline: ΣΟΥΗΔΟΙ ΝΑΥΤΑΙ ΠΡΟΚΑΛΟΥΝ ΕΠΕΙΣΟΔΙΑ ΕΙΣ ΤΗΝ ΧΑΛΚΙΔΑ — [1386, 616, 1564, 645]
headline: 292,75 ΔΡΧ. Η ΧΡΥΣΗ ΛΙΡΑ ΕΙΣ ΤΗΝ ΘΕΣΣΑΛΟΝΙΚΗΝ ΚΑΙ 291,50 ΔΡΧ. ΕΙΣ ΑΘΗΝΑΣ — [404, 782, 605, 827]
article-text: ΡΩΜΗ, 5. (Ἠνωμ. Τύπος). — Ὁ κ. Φανφάνι καὶ ὁ κ. Τολιάτι εἶναι οἱ κύριοι ἀντίπαλοι τῶν ἰταλικῶν ἐκλογῶν. 32 ἑκατομμύρια ἐκλογεῖς θὰ προσέλθουν τὴν 28ην Ἀπριλίου εἰς τὰς κάλπας διὰ νὰ ἐκλέξουν νέαν Βουλήν. — [1183, 136, 1371, 210]
article-text: ΜΑΝΤΣΕΣΤΕΡ, 5. (Ἠνωμ. Τύπος). — Τὸ ρωσσικὸν διαστημόπλοιον μεταδίδει ἀπὸ τὴν Σελήνην στοιχεῖα ἀνυπολογίστου σημασίας, ἐδήλωσεν ὁ διευθυντὴς τοῦ ἀστεροσκοπείου τοῦ Τζόντρελ Μπὰνκ. Θὰ ἀπαιτηθῇ χρόνος διὰ νὰ ἀξιολογηθοῦν. — [622, 916, 798, 1002]
headline: Η ΚΥΒΕΡΝΗΣΙΣ ΤΗΣ ΓΑΛΛΙΑΣ ΔΙΑΜΑΡΤΥΡΕΤΑΙ ΠΡΟΣ ΤΟΝ ΑΛΓΕΡΙΝΟΝ ΠΡΩΘΥΠΟΥΡΓΟΝ ΔΙΑ ΤΑΣ ΔΗΜΕΥΣΕΙΣ ΓΑΛΛΙΚΩΝ ΠΕΡΙΟΥΣΙΩΝ — [21, 829, 374, 880]
article-text: ΚΑΛΑΜΑΤΑ, 5. — Ἀπόπειρα δολοφονίας δι' αὐτοσχεδίου βόμβας ἐσημειώθη χθὲς τὴν νύκτα εἰς Καλαμάταν. Ἡ ἀστυνομία διεξάγει ἀνακρίσεις. — [400, 1124, 609, 1173]
article-text: ΑΘΗΝΑΙ, 5. — Ἡ Τροχαία ὑπενθυμίζει εἰς τοὺς ὁδηγοὺς ὅτι πρέπει νὰ κινοῦνται πάντοτε εἰς τὸ δεξιὸν μέρος τοῦ ὁδοστρώματος. — [400, 1362, 609, 1410]
section-label: ΠΟΛΥΤΙΜΑ ΣΤΟΙΧΕΙΑ — [846, 813, 946, 825]
article-text: ΘΕΣΣΑΛΟΝΙΚΗ, 5. — Ἡ χρυσῆ λίρα ἐπωλήθη χθὲς εἰς τὴν ἀγορὰν τῆς Θεσσαλονίκης 292,75 δρχ. καὶ εἰς τὰς Ἀθήνας 291,50 δρχ. — [400, 829, 609, 877]
section-label: Ο ΙΔΙΟΚΤΗΤΗΣ ΤΟΥ ΣΚΑΦΟΥΣ — [824, 1609, 968, 1621]
article-text: ΑΘΗΝΑΙ, 5. — Ἔκρηξις ἐσημειώθη ἐπὶ τοῦ φορτηγοῦ «Πέλαγος» πλησίον τῆς Ἀλάσκας. Εἷς ναύτης εὗρε τὸν θάνατον καὶ ἕτερος ἐτραυματίσθη. — [1387, 455, 1563, 516]
price-row — [400, 903, 609, 914]
section-label: ΕΝΟΤΗΣ ΚΑΙ ΑΛΛΗΛΕΓΓΥΗ — [1017, 430, 1146, 442]
article-text: ΛΕΥΚΩΣΙΑ, 5. (Ἀθηναϊκὸν Πρακτορεῖον). — Ὁ ὑπουργὸς Ἐξωτερικῶν κ. Κυπριανοῦ, ἀπαντῶν εἰς τὰς δηλώσεις τοῦ κ. Ἔρκιν, διεκήρυξεν ὅτι ἡ Κύπρος εἰς οὐδένα ἀναγνωρίζει τὸ δικαίωμα ἐπεμβάσεως εἰς τὰς ἐσωτερικάς της ὑποθέσεις. Τοιοῦτοι ἰσχυρισμοὶ τὴν ἔντασιν μόνον προκαλοῦν, ἐτόνισεν. — [1183, 1190, 1371, 1301]
price-label: Λίρα Γαλλίας — [402, 924, 468, 936]
article-text: ΚΑΛΑΒΡΥΤΑ, 5. — Κατολίσθησις βράχων ἐξ ὄρους εἰς Ἀξιὰν μετέβαλεν εἰς λίμνην τὴν κοίτην τοῦ ποταμοῦ. Ἐπλημμύρισαν κτήματα καὶ προεκλήθησαν σοβαραὶ ζημίαι. — [1183, 361, 1371, 422]
column-3 — [622, 0, 1170, 2324]
article-text: Ὁ κ. Ράσκ ἐδήλωσεν ὅτι ἡ διαφωνία των ἀφορᾷ κυρίως τὰς μεθόδους καὶ ὄχι τὸν τελικὸν σκοπόν. Ἀμφότεροι ἀγωνίζονται ν' ἀποδείξουν εἰς τὸν κόσμον ποῖος δύναται νὰ τὸν ἐπιβάλῃ ἀσφαλέστερον. — [807, 506, 985, 579]
article-text: ΜΠΟΥΕΝΟΣ ΑΪΡΕΣ, 5. (Ρόυτερ). — Ἡ κατάστασις εἰς τὴν Ἀργεντινὴν παραμένει ρευστή. Οὐδὲν τὸ θετικὸν ἐγνώσθη μέχρι στιγμῆς περὶ τῶν προθέσεων τῶν ἀνταρτῶν στρατιωτικῶν ἡγετῶν, οἱ ὁποῖοι κατέχουν ὡρισμένας στρατιωτικὰς βάσεις. — [8, 715, 192, 812]
article-text: ΚΑΝΤΕΝΑΜΠΙΑ, 5. (Ρόυτερ). — Ὁ πρόεδρος τῆς Δυτικῆς Γερμανίας κ. Λύμπκε ἐδήλωσεν ὅτι ἡ συνεργασία Βόννης — Μεγάλης Βρεταννίας εἶναι ἀποφασιστικῆς σημασίας διὰ τὴν Εὐρώπην. — [1183, 841, 1371, 915]
article-text: ΜΑΝΤΣΕΣΤΕΡ, 5. (Ἠνωμ. Τύπος). — Τὸ ρωσσικὸν διαστημόπλοιον μεταδίδει ἀπὸ τὴν Σελήνην στοιχεῖα ἀνυπολογίστου σημασίας, ἐδήλωσεν ὁ διευθυντὴς τοῦ ἀστεροσκοπείου τοῦ Τζόντρελ Μπὰνκ. Θὰ ἀπαιτηθῇ χρόνος διὰ νὰ ἀξιολογηθοῦν. — [807, 722, 985, 808]
article-text: ΟΥΑΣΙΓΚΤΩΝ, 5. (Ρόυτερ). — Ὁ Ἀμερικανὸς ὑπουργὸς Ἐξωτερικῶν κ. Ράσκ προειδοποίησε τὸ Κογκρέσσον ὅτι ἡ Μόσχα καὶ τὸ Πεκῖνον, παρὰ τὰς διαφοράς των, παραμένουν σύμμαχοι. Αἱ διχογνωμίαι τῶν κομμουνιστῶν ἡγετῶν δὲν ἀποτελοῦν πλεονέκτημα διὰ τὴν Δύσιν, ἐτόνισεν, διότι ἀμφότεροι ἐπιδιώκουν τὸν ἴδιον σκοπόν. — [807, 367, 985, 502]
article-text: ΛΕΥΚΩΣΙΑ, 5. (Ἀθηναϊκὸν Πρακτορεῖον). — Ὁ ὑπουργὸς Ἐξωτερικῶν κ. Κυπριανοῦ, ἀπαντῶν εἰς τὰς δηλώσεις τοῦ κ. Ἔρκιν, διεκήρυξεν ὅτι ἡ Κύπρος εἰς οὐδένα ἀναγνωρίζει τὸ δικαίωμα ἐπεμβάσεως εἰς τὰς ἐσωτερικάς της ὑποθέσεις. Τοιοῦτοι ἰσχυρισμοὶ τὴν ἔντασιν μόνον προκαλοῦν, ἐτόνισεν. — [1381, 1418, 1569, 1529]
price-row — [400, 892, 609, 903]
headline: ΑΡΧΙΖΟΥΝ ΣΗΜΕΡΟΝ ΕΙΣ ΤΟ ΚΑΪΡΟΝ ΑΙ ΝΕΑΙ ΠΑΝΑΡΑΒΙΚΑΙ ΣΥΝΟΜΙΛΙΑΙ ΠΡΟΣ ΣΥΜΠΗΞΙΝ ΕΝΙΑΙΑΣ ΟΜΟΣΠΟΝΔΙΑΣ — [17, 1294, 377, 1355]
headline: ΣΤΑΣΙΣ ΕΡΓΑΣΙΑΣ ΣΙΔΗΡΟΔΡΟΜΙΚΩΝ ΕΙΣ ΤΟΝ ΠΕΙΡΑΙΑ — [1395, 530, 1555, 573]
article-text: ΚΑΪΡΟΝ, 5. (Ρόυτερ). — Ἀρχίζουν σήμερον εἰς τὸ Κάϊρον αἱ νέαι παναραβικαὶ συνομιλίαι μεταξὺ τῶν ἀντιπροσωπειῶν τῆς Ἡνωμένης Ἀραβικῆς Δημοκρατίας, τῆς Συρίας καὶ τοῦ Ἰρὰκ πρὸς σύμπηξιν ἑνιαίας ὁμοσπονδίας. — [8, 1449, 192, 1535]
column-1 — [8, 0, 386, 2324]
article-text: ΑΘΗΝΑΙ, 5. — Κατόπιν ἀποφάσεως τῆς Ἱερᾶς Κοινότητος τοῦ Ἁγίου Ὄρους, ἡ ἱστορικὴ εἰκὼν «Ἄξιον Ἐστὶ» θὰ μεταφερθῇ εἰς Ἀθήνας δι' ἀντιτορπιλλικοῦ. — [400, 1566, 609, 1615]
column-rule — [615, 0, 616, 2324]
article-text: ΚΑΛΑΒΡΥΤΑ, 5. — Κατολίσθησις βράχων ἐξ ὄρους εἰς Ἀξιὰν μετέβαλεν εἰς λίμνην τὴν κοίτην τοῦ ποταμοῦ. Ἐπλημμύρισαν κτήματα καὶ προεκλήθησαν σοβαραὶ ζημίαι. — [1183, 599, 1371, 660]
article-text: ΑΘΗΝΑΙ, 5. — Κατόπιν ἀποφάσεως τῆς Ἱερᾶς Κοινότητος τοῦ Ἁγίου Ὄρους, ἡ ἱστορικὴ εἰκὼν «Ἄξιον Ἐστὶ» θὰ μεταφερθῇ εἰς Ἀθήνας δι' ἀντιτορπιλλικοῦ. — [400, 1618, 609, 1668]
section-label: Ο ΡΩΣΣΟΣ ΠΡΕΣΒΕΥΤΗΣ — [1415, 214, 1535, 226]
headline: ΤΕΛΕΤΑΙ ΕΙΣ ΜΝΗΜΗΝ ΤΩΝ ΦΟΝΕΥΘΕΝΤΩΝ ΥΠΟ ΤΩΝ ΓΕΡΜΑΝΩΝ ΙΣΡΑΗΛΙΤΩΝ — [426, 597, 583, 640]
article-text: ΟΥΑΣΙΓΚΤΩΝ, 5. (Ρόυτερ). — Ἀμερικανικὰ ἀεροπλάνα καὶ πλοῖα σπεύδουν εἰς τὴν Φλωρίδα διὰ ν' ἀναλάβουν δρᾶσιν κατὰ τῶν ἀντικαστρικῶν ἀνταρτῶν, οἱ ὁποῖοι ἐκτελοῦν ἐπιδρομὰς ἐναντίον τῆς Κούβας ἐκ τῶν ἀκτῶν τῆς Φλωρίδος. — [622, 1298, 798, 1396]
headline: ΚΑΘΗΓΗΤΑΙ ΚΑΙ ΔΙΔΑΣΚΑΛΟΙ ΚΑΘΟΡΙΖΟΥΝ ΤΗΝ ΜΟΡΦΗΝ ΚΑΙ ΤΟΝ ΧΡΟΝΟΝ ΕΝΑΡΞΕΩΣ ΤΟΥ ΝΕΟΥ ΑΠΟΦΑΣΙΣΤΙΚΟΥ ΑΓΩΝΟΣ ΤΩΝ — [9, 359, 385, 436]
headline: ΑΠΟΠΕΙΡΑ ΔΟΛΟΦΟΝΙΑΣ ΔΙ' ΑΥΤΟΣΧΕΔΙΟΥ ΒΟΜΒΑΣ ΕΙΣ ΤΗΝ ΚΑΛΑΜΑΤΑΝ — [411, 1027, 598, 1069]
article-text: ΠΑΡΙΣΙΟΙ, 5. (Ἀσσ. Πρὲς). — Ἡ γαλλικὴ κυβέρνησις διεμαρτυρήθη ἐπισήμως πρὸς τὸν πρωθυπουργὸν τῆς Ἀλγερίας κ. Μπὲν Μπελλὰ διὰ τὰς δημεύσεις γαλλικῶν περιουσιῶν. Ἡ διαμαρτυρία ἐπεδόθη διὰ τοῦ Γάλλου πρεσβευτοῦ εἰς Ἀλγέριον. — [8, 974, 192, 1059]
article-text: ΠΑΡΙΣΙΟΙ, 5. (Ἀσσ. Πρὲς). — Ἡ γαλλικὴ κυβέρνησις διεμαρτυρήθη ἐπισήμως πρὸς τὸν πρωθυπουργὸν τῆς Ἀλγερίας κ. Μπὲν Μπελλὰ διὰ τὰς δημεύσεις γαλλικῶν περιουσιῶν. Ἡ διαμαρτυρία ἐπεδόθη διὰ τοῦ Γάλλου πρεσβευτοῦ εἰς Ἀλγέριον. — [8, 1063, 192, 1149]
article-text: ΑΘΗΝΑΙ, 5. — Τελεταὶ εἰς μνήμην τῶν θυμάτων τῆς γερμανικῆς κατοχῆς ἰσραηλιτῶν ἐγένοντο χθὲς εἰς τὴν Ἰσραηλιτικὴν Κοινότητα Ἀθηνῶν, παρουσίᾳ ἐκπροσώπων τῶν ἀρχῶν. — [400, 707, 609, 768]
headline: ΔΙΑ ΠΡΟΣΚΥΝΗΜΑ — [459, 1476, 550, 1488]
subheadline: Θὰ παρεμποδισθοῦν διὰ παντὸς τρόπου — [697, 1221, 1095, 1246]
price-label: Χρυσῆ λίρα — [402, 881, 457, 893]
subheadline: Συγκεντρώνουν στρατεύματα εἰς τὸ Θιβέτ, κατασκευάζουν ὁδοὺς καὶ ἀεροδρόμια — [24, 114, 371, 152]
section-label: ΤΡΕΙΣ ΝΕΚΡΟΙ ΕΙΣ ΑΜΕΡΙΚΗΝ — [1205, 585, 1348, 597]
article-text: ΚΑΪΡΟΝ, 5. (Ρόυτερ). — Ἀρχίζουν σήμερον εἰς τὸ Κάϊρον αἱ νέαι παναραβικαὶ συνομιλίαι μεταξὺ τῶν ἀντιπροσωπειῶν τῆς Ἡνωμένης Ἀραβικῆς Δημοκρατίας, τῆς Συρίας καὶ τοῦ Ἰρὰκ πρὸς σύμπηξιν ἑνιαίας ὁμοσπονδίας. — [8, 1359, 192, 1445]
article-text: ΑΘΗΝΑΙ, 5. — Ἡ χρυσῆ λίρα ἐκλείσεν εἰς 291,50 δρχ. κατὰ τὴν χθεσινὴν συνεδρίασιν τοῦ Χρηματιστηρίου. — [400, 978, 609, 1014]
article-text: ΠΑΡΙΣΙΟΙ, 5. (Ἀσσ. Πρὲς). — Ἡ γαλλικὴ κυβέρνησις διεμαρτυρήθη ἐπισήμως πρὸς τὸν πρωθυπουργὸν τῆς Ἀλγερίας κ. Μπὲν Μπελλὰ διὰ τὰς δημεύσεις γαλλικῶν περιουσιῶν. Ἡ διαμαρτυρία ἐπεδόθη διὰ τοῦ Γάλλου πρεσβευτοῦ εἰς Ἀλγέριον. — [202, 884, 386, 971]
article-text: ΡΩΜΗ, 5. (Ἀσσ. Πρὲς). — Οἱ 83.000 ἰατροὶ τῆς Ἰταλίας κηρύσσουν ἀπεργίαν διαμαρτυρόμενοι διὰ τὸ νέον σύστημα ἀμοιβῶν τῶν ἀσφαλιστικῶν ταμείων. — [400, 1217, 609, 1265]
article-text: ΒΗΡΥΤΟΣ, 5. (Ρόυτερ). — Ἡ ἰρακινὴ ἀντιπροσωπεία ἀνεχώρησε διὰ τὸ Κάϊρον ὅπου θὰ μετάσχῃ εἰς τὰς παναραβικὰς συνομιλίας. — [400, 1738, 609, 1787]
article-text: ΜΠΟΥΕΝΟΣ ΑΪΡΕΣ, 5. (Ρόυτερ). — Ἡ κατάστασις εἰς τὴν Ἀργεντινὴν παραμένει ρευστή. Οὐδὲν τὸ θετικὸν ἐγνώσθη μέχρι στιγμῆς περὶ τῶν προθέσεων τῶν ἀνταρτῶν στρατιωτικῶν ἡγετῶν, οἱ ὁποῖοι κατέχουν ὡρισμένας στρατιωτικὰς βάσεις. — [202, 612, 386, 711]
article-text: Ὁ κ. Ράσκ ἐδήλωσεν ὅτι ἡ διαφωνία των ἀφορᾷ κυρίως τὰς μεθόδους καὶ ὄχι τὸν τελικὸν σκοπόν. Ἀμφότεροι ἀγωνίζονται ν' ἀποδείξουν εἰς τὸν κόσμον ποῖος δύναται νὰ τὸν ἐπιβάλῃ ἀσφαλέστερον. — [994, 444, 1170, 516]
column-rule — [1176, 0, 1177, 2324]
headline: ΟΔΗΓΕΙΤΕ ΠΑΝΤΟΤΕ ΕΙΣ ΤΟ ΔΕΞΙΟΝ ΜΕΡΟΣ — [400, 1332, 609, 1360]
article-text: ΚΑΪΡΟΝ, 5. (Ρόυτερ). — Ἀρχίζουν σήμερον εἰς τὸ Κάϊρον αἱ νέαι παναραβικαὶ συνομιλίαι μεταξὺ τῶν ἀντιπροσωπειῶν τῆς Ἡνωμένης Ἀραβικῆς Δημοκρατίας, τῆς Συρίας καὶ τοῦ Ἰρὰκ πρὸς σύμπηξιν ἑνιαίας ὁμοσπονδίας. — [8, 1627, 192, 1713]
article-text: ΟΥΑΣΙΓΚΤΩΝ, 5. (Ρόυτερ). — Ἀμερικανικὰ ἀεροπλάνα καὶ πλοῖα σπεύδουν εἰς τὴν Φλωρίδα διὰ ν' ἀναλάβουν δρᾶσιν κατὰ τῶν ἀντικαστρικῶν ἀνταρτῶν, οἱ ὁποῖοι ἐκτελοῦν ἐπιδρομὰς ἐναντίον τῆς Κούβας ἐκ τῶν ἀκτῶν τῆς Φλωρίδος. — [807, 1298, 985, 1396]
headline: ΔΙΑΤΙ ΑΠΕΡΓΟΥΝ 83.000 ΙΑΤΡΟΙ ΕΙΣ ΤΗΝ ΙΤΑΛΙΑΝ — [404, 1187, 605, 1215]
price-table — [400, 881, 609, 957]
